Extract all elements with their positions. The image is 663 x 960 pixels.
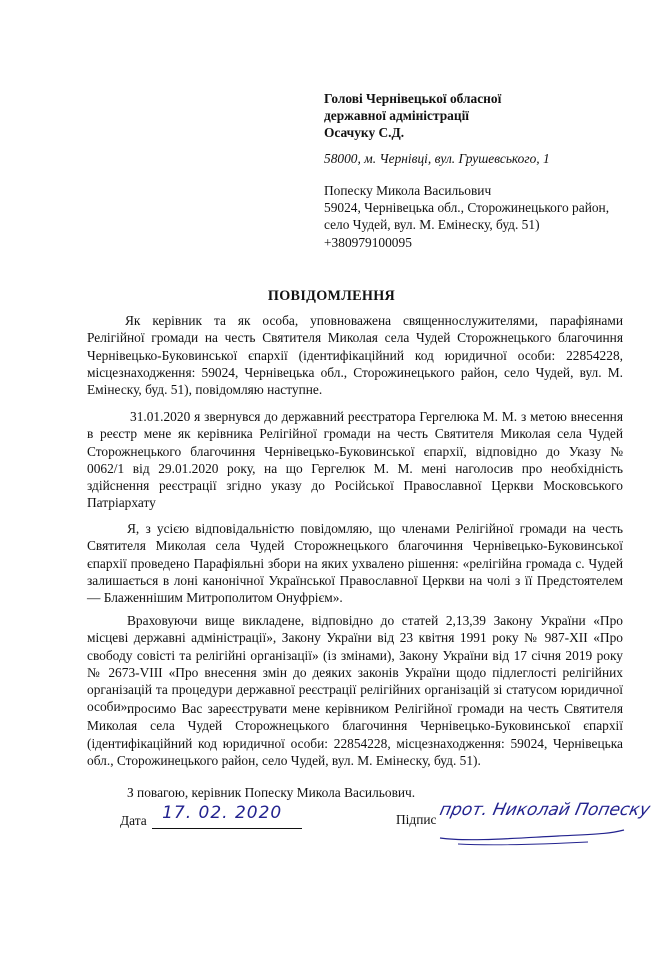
sender-name: Попеску Микола Васильович [324,183,492,198]
closing-text: З повагою, керівник Попеску Микола Васильович. [127,785,416,800]
paragraph-2 [87,408,623,512]
paragraph-3 [87,520,623,606]
paragraph-5 [87,700,623,769]
sender-address-2: село Чудей, вул. М. Емінеску, буд. 51) [324,217,540,233]
paragraph-4-text: Враховуючи вище викладене, відповідно до статей 2,13,39 Закону України «Про місцеві державні адміністрації», Закону України від 23 квітня 1991 року № 987-XII «Про свободу совісті та релігійні організації» (із змінами), Закону України від 17 січня 2019 року № 2673-VIII «Про внесення змін до деяких законів України щодо підлеглості релігійних організацій та процедури державної реєстрації релігійних організацій зі статусом юридичної особи», [87,613,623,715]
signature-scribble-icon [438,808,628,848]
date-field [120,803,302,829]
recipient-block [324,90,501,142]
paragraph-5-text: просимо Вас зареєструвати мене керівником Релігійної громади на честь Святителя Миколая села Чудей Сторожнецького благочиння Чернівецько-Буковинської єпархії (ідентифікаційний код юридичної особи: 22854228, місцезнаходження: 59024, Чернівецька обл., Сторожинецького район, село Чудей, вул. М. Емінеску, буд. 51). [87,701,623,768]
sender-phone: +380979100095 [324,234,412,250]
paragraph-1-text: Як керівник та як особа, уповноважена священнослужителями, парафіянами Релігійної громади на честь Святителя Миколая села Чудей Сторожнецького благочиння Чернівецько-Буковинської єпархії (ідентифікаційний код юридичної особи: 22854228, місцезнаходження: 59024, Чернівецька обл., Сторожинецького район, село Чудей, вул. М. Емінеску, буд. 51), повідомляю наступне. [87,313,623,398]
closing-line [87,784,623,801]
paragraph-2-text: 31.01.2020 я звернувся до державний реєстратора Гергелюка М. М. з метою внесення в реєстр мене як керівника Релігійної громади на честь Святителя Миколая села Чудей Сторожнецького благочиння Чернівецько-Буковинської єпархії, відповідно до Указу № 0062/1 від 29.01.2020 року, на що Гергелюк М. М. мені наголосив про необхідність здійснення реєстрації згідно указу до Російської Православної Церкви Московського Патріархату [87,409,623,511]
sender-block [324,182,609,251]
sender-address-1: 59024, Чернівецька обл., Сторожинецького район, [324,200,610,216]
recipient-line-2: державної адміністрації [324,108,470,124]
recipient-line-1: Голові Чернівецької обласної [324,91,502,106]
date-handwritten: 17. 02. 2020 [162,803,283,823]
signature-field [396,812,436,828]
signature-handwritten: прот. Николай Попеску [437,800,652,820]
signature-label: Підпис [396,812,437,827]
paragraph-3-text: Я, з усією відповідальністю повідомляю, що членами Релігійної громади на честь Святителя Миколая села Чудей Сторожнецького благочиння Чернівецько-Буковинської єпархії проведено Парафіяльні збори на яких ухвалено рішення: «релігійна громада с. Чудей залишається в лоні канонічної Української Православної Церкви на чолі з її Предстоятелем — Блаженнішим Митрополитом Онуфрієм». [87,521,623,606]
date-label: Дата [120,813,147,828]
document-title: ПОВІДОМЛЕННЯ [267,288,396,304]
paragraph-1 [87,312,623,398]
recipient-address: 58000, м. Чернівці, вул. Грушевського, 1 [324,151,550,166]
recipient-line-3: Осачуку С.Д. [324,125,405,141]
date-underline [152,803,302,829]
